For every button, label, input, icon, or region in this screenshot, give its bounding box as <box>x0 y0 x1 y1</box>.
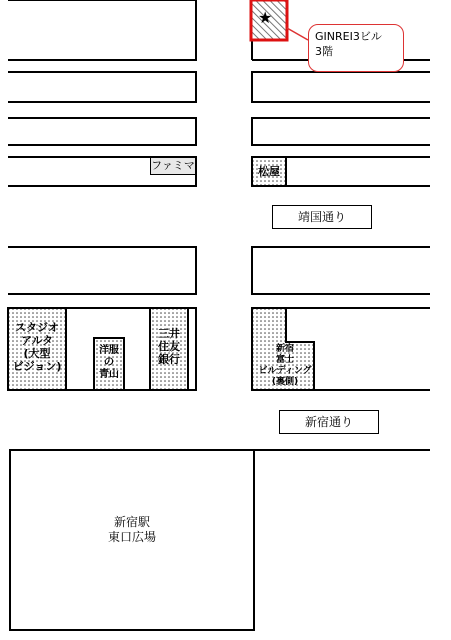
destination-callout: GINREI3ビル 3階 <box>308 24 404 72</box>
matsuya-label: 松屋 <box>258 165 280 178</box>
shinjuku-fuji-label: 新宿 富士 ビルディング (裏側) <box>258 344 312 387</box>
mitsui-sumitomo-label: 三井 住友 銀行 <box>158 327 180 366</box>
east-plaza-label: 新宿駅 東口広場 <box>107 515 156 544</box>
studio-alta-label: スタジオ アルタ (大型 ビジョン) <box>12 321 62 373</box>
familymart-label[interactable]: ファミマ <box>150 157 196 175</box>
shinjuku-street-label: 新宿通り <box>279 410 379 434</box>
star-icon: ★ <box>258 8 273 27</box>
middle-blocks <box>8 247 430 390</box>
yasukuni-street-label: 靖国通り <box>272 205 372 229</box>
aoki-label: 洋服 の 青山 <box>99 345 119 380</box>
